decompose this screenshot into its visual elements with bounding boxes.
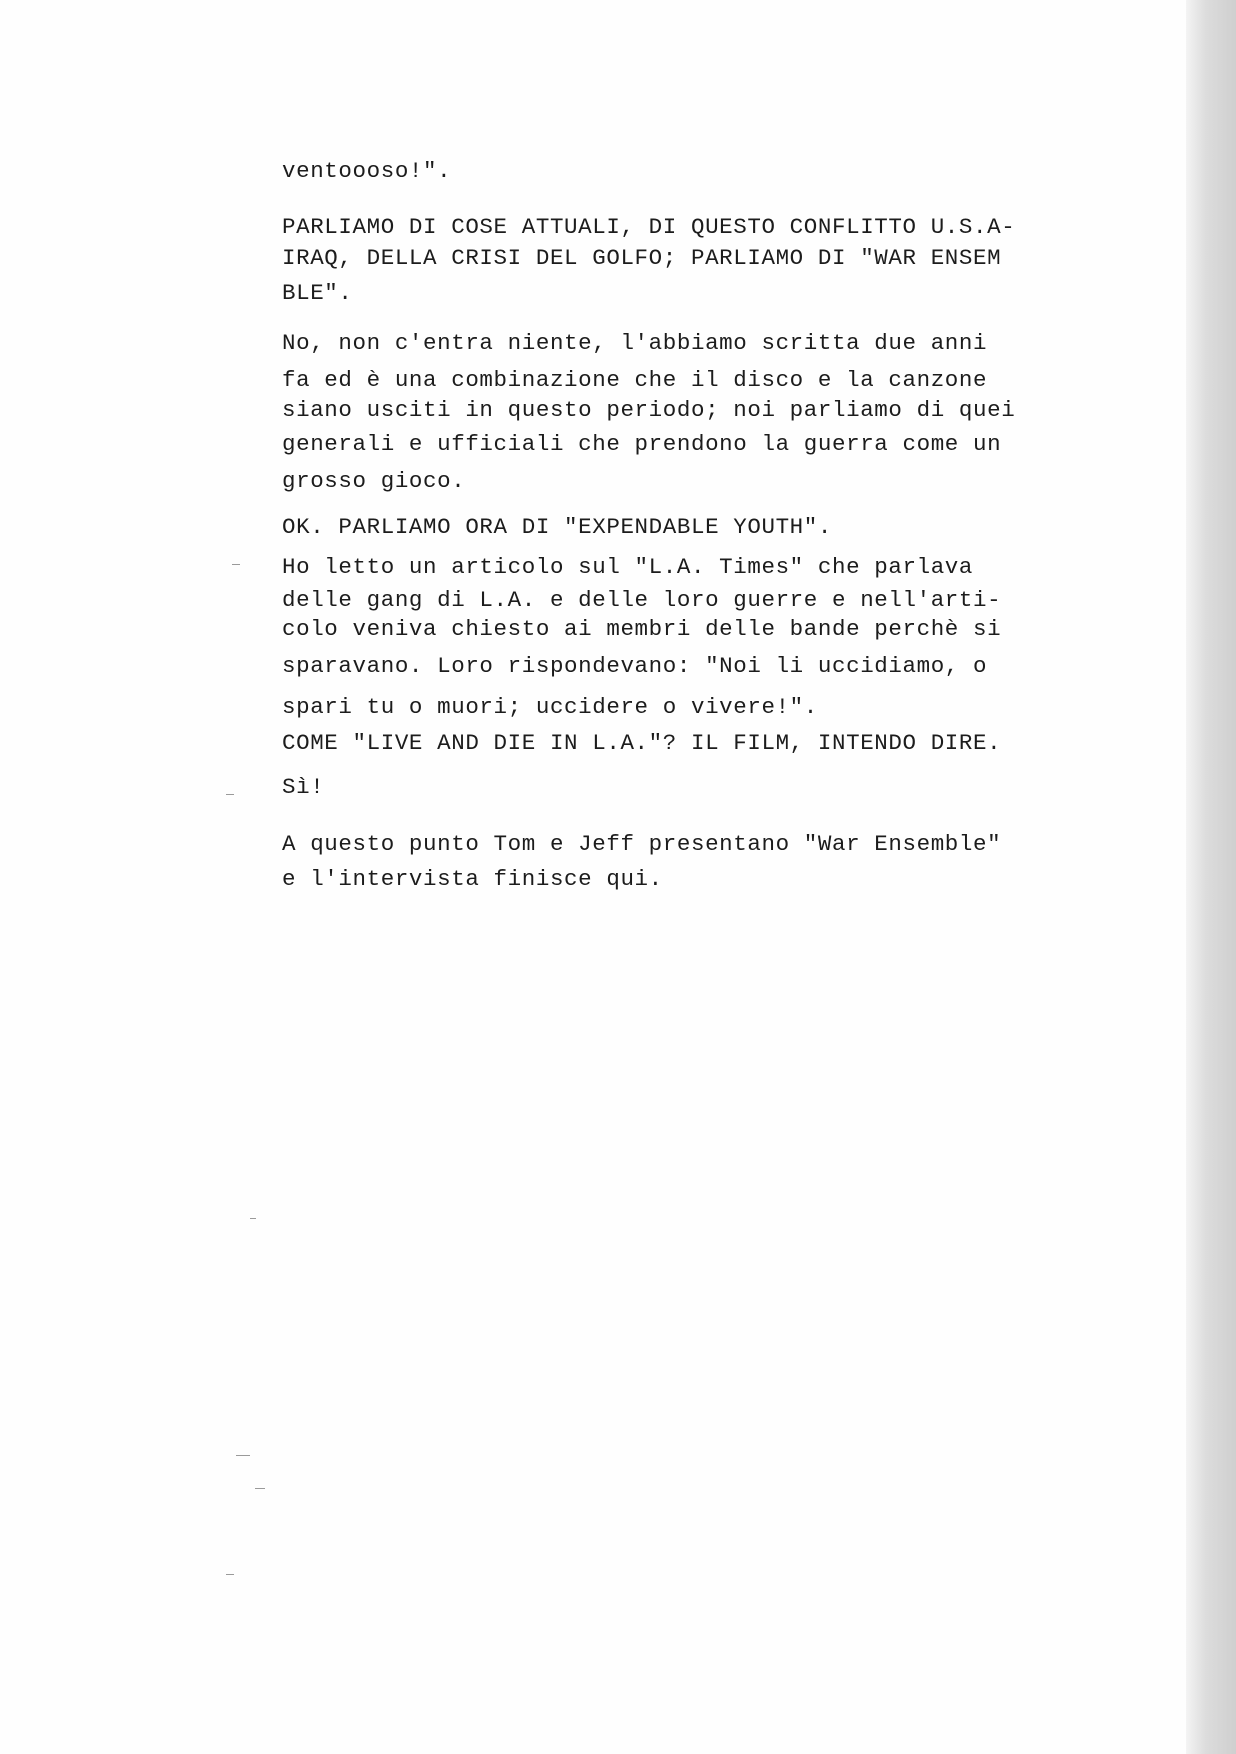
text-line-6: fa ed è una combinazione che il disco e la canzone xyxy=(282,367,988,393)
text-line-12: delle gang di L.A. e delle loro guerre e nell'arti- xyxy=(282,587,1002,613)
text-line-7: siano usciti in questo periodo; noi parliamo di quei xyxy=(282,397,1016,423)
text-line-14: sparavano. Loro rispondevano: "Noi li uccidiamo, o xyxy=(282,653,988,679)
text-line-9: grosso gioco. xyxy=(282,468,466,494)
text-line-10: OK. PARLIAMO ORA DI "EXPENDABLE YOUTH". xyxy=(282,514,832,540)
speck xyxy=(236,1455,250,1456)
text-line-19: e l'intervista finisce qui. xyxy=(282,866,663,892)
text-line-4: BLE". xyxy=(282,280,353,306)
speck xyxy=(226,794,234,795)
text-line-15: spari tu o muori; uccidere o vivere!". xyxy=(282,694,818,720)
text-line-18: A questo punto Tom e Jeff presentano "War Ensemble" xyxy=(282,831,1002,857)
text-line-2: PARLIAMO DI COSE ATTUALI, DI QUESTO CONFLITTO U.S.A- xyxy=(282,214,1016,240)
speck xyxy=(250,1218,256,1219)
text-line-8: generali e ufficiali che prendono la guerra come un xyxy=(282,431,1002,457)
speck xyxy=(232,564,240,565)
text-line-17: Sì! xyxy=(282,774,325,800)
text-line-11: Ho letto un articolo sul "L.A. Times" che parlava xyxy=(282,554,974,580)
page-edge-shadow xyxy=(1186,0,1236,1754)
text-line-1: ventoooso!". xyxy=(282,158,452,184)
speck xyxy=(255,1488,265,1489)
speck xyxy=(226,1574,234,1575)
text-line-16: COME "LIVE AND DIE IN L.A."? IL FILM, INTENDO DIRE. xyxy=(282,730,1002,756)
text-line-3: IRAQ, DELLA CRISI DEL GOLFO; PARLIAMO DI "WAR ENSEM xyxy=(282,245,1002,271)
text-line-13: colo veniva chiesto ai membri delle bande perchè si xyxy=(282,616,1002,642)
text-line-5: No, non c'entra niente, l'abbiamo scritta due anni xyxy=(282,330,988,356)
